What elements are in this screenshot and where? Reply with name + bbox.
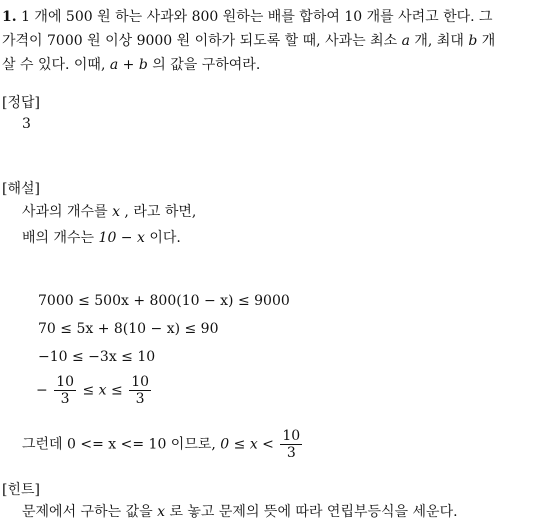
equation-4 [36, 374, 153, 407]
equation-2: 70 ≤ 5x + 8(10 − x) ≤ 90 [38, 321, 219, 337]
solution-text-1a: 사과의 개수를 [22, 204, 108, 220]
fraction-10-3 [129, 374, 151, 407]
answer-header: [정답] [2, 95, 40, 111]
conclusion-inequality: 0 ≤ x < [220, 436, 274, 453]
answer-value: 3 [22, 116, 31, 132]
hint-text-b: 로 놓고 문제의 뜻에 따라 연립부등식을 세운다. [169, 504, 458, 520]
solution-header: [해설] [2, 181, 40, 197]
problem-text-2a: 가격이 7000 원 이상 9000 원 이하가 되도록 할 때, 사과는 최소 [2, 33, 398, 49]
var-a: a [401, 33, 410, 49]
fraction-numerator: 10 [56, 374, 75, 390]
problem-number: 1. [2, 9, 17, 25]
solution-text-2b: 이다. [149, 230, 181, 246]
inequality-mid: ≤ x ≤ [82, 382, 123, 399]
expr-10-minus-x: 10 − x [98, 230, 145, 246]
fraction-denominator: 3 [286, 445, 296, 461]
var-x: x [112, 204, 120, 220]
problem-text-1: 1 개에 500 원 하는 사과와 800 원하는 배를 합하여 10 개를 사려고 한다. 그 [21, 9, 493, 25]
problem-text-2c: 개 [481, 33, 496, 49]
hint-line [22, 501, 458, 521]
problem-text-3b: 의 값을 구하여라. [152, 57, 261, 73]
var-x: x [157, 504, 165, 520]
problem-line-2 [2, 30, 495, 50]
fraction-10-3-conclusion [280, 428, 302, 461]
minus-sign: − [36, 382, 48, 399]
problem-line-3 [2, 54, 260, 74]
equation-1: 7000 ≤ 500x + 800(10 − x) ≤ 9000 [38, 293, 290, 309]
fraction-denominator: 3 [60, 391, 70, 407]
solution-text-1b: , 라고 하면, [124, 204, 197, 220]
solution-line-2 [22, 227, 181, 247]
problem-line-1 [2, 6, 493, 26]
fraction-denominator: 3 [135, 391, 145, 407]
expr-a-plus-b: a + b [109, 57, 148, 73]
problem-text-3a: 살 수 있다. 이때, [2, 57, 106, 73]
fraction-neg-10-3 [54, 374, 76, 407]
conclusion-text: 그런데 0 <= x <= 10 이므로, [22, 436, 216, 453]
equation-3: −10 ≤ −3x ≤ 10 [38, 349, 156, 365]
hint-header: [힌트] [2, 482, 40, 498]
fraction-numerator: 10 [282, 428, 301, 444]
fraction-numerator: 10 [131, 374, 150, 390]
hint-text-a: 문제에서 구하는 값을 [22, 504, 153, 520]
conclusion-line [22, 428, 304, 461]
solution-text-2a: 배의 개수는 [22, 230, 95, 246]
var-b: b [468, 33, 478, 49]
solution-line-1 [22, 201, 196, 221]
problem-text-2b: 개, 최대 [414, 33, 464, 49]
